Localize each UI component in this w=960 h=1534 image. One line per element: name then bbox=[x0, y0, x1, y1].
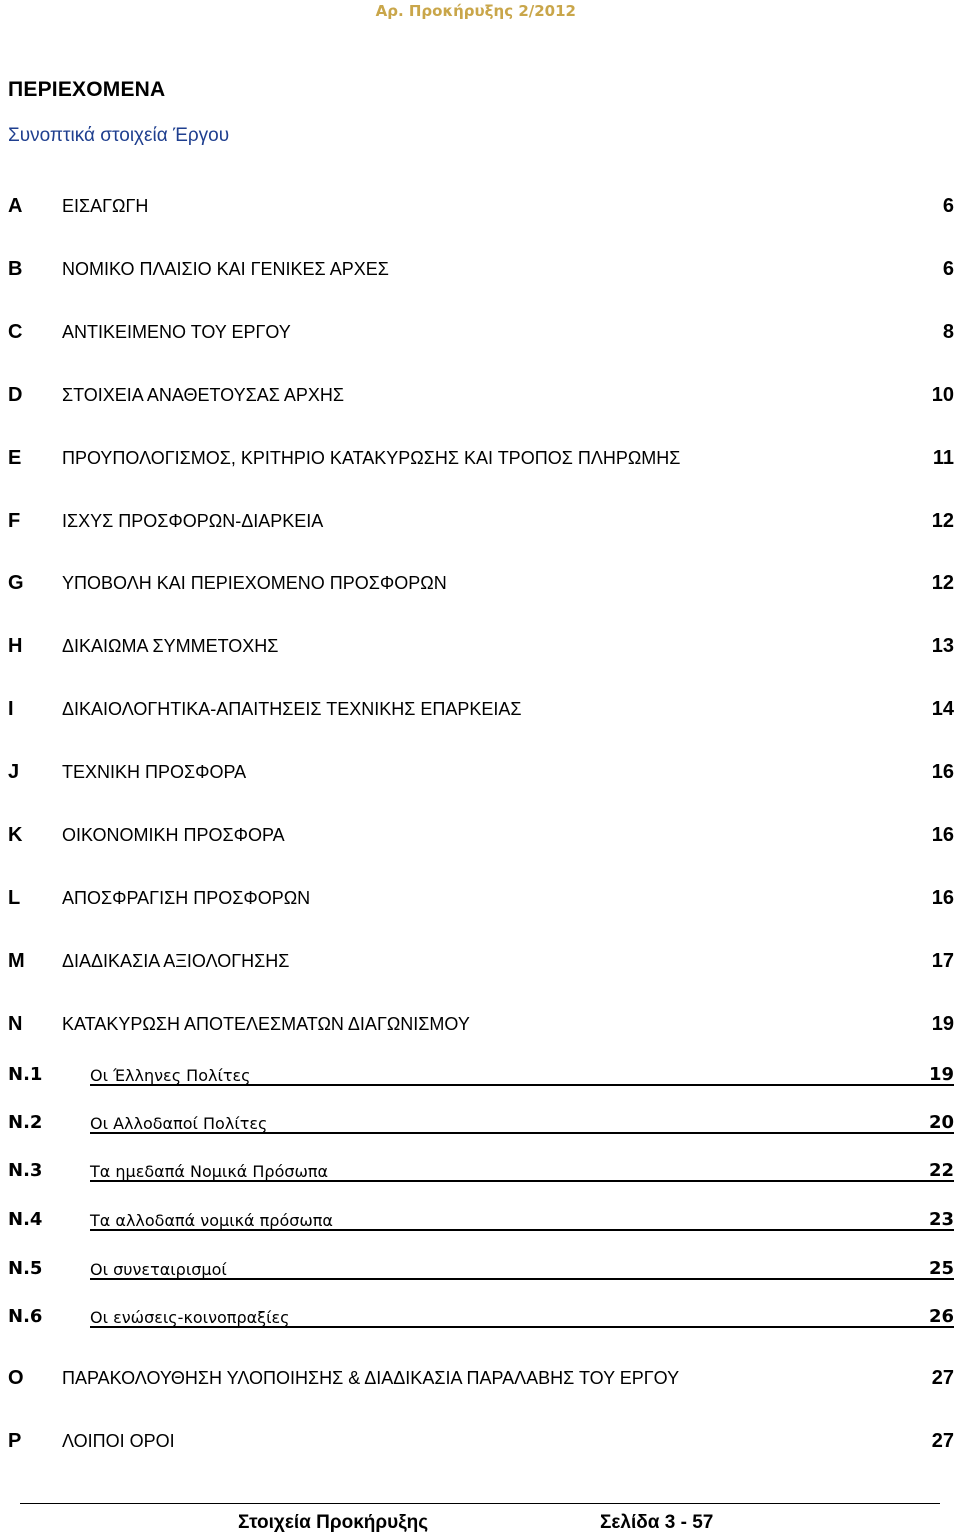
toc-entry-page: 17 bbox=[931, 950, 954, 972]
toc-entry[interactable] bbox=[8, 1367, 954, 1397]
toc-subtitle-link[interactable]: Συνοπτικά στοιχεία Έργου bbox=[8, 125, 230, 146]
toc-subentry-label: Οι ενώσεις-κοινοπραξίες bbox=[90, 1308, 290, 1327]
toc-subentry[interactable] bbox=[8, 1306, 954, 1332]
toc-subentry[interactable] bbox=[8, 1064, 954, 1090]
toc-entry-label: ΟΙΚΟΝΟΜΙΚΗ ΠΡΟΣΦΟΡΑ bbox=[62, 825, 285, 845]
toc-entry[interactable] bbox=[8, 572, 954, 602]
toc-entry-page: 27 bbox=[931, 1367, 954, 1389]
toc-subentry-label: Οι Έλληνες Πολίτες bbox=[90, 1066, 251, 1085]
toc-entry-letter: F bbox=[8, 510, 21, 532]
toc-subentry-label: Οι Αλλοδαποί Πολίτες bbox=[90, 1114, 268, 1133]
header-reference: Αρ. Προκήρυξης 2/2012 bbox=[375, 2, 576, 20]
toc-entry-label: ΑΝΤΙΚΕΙΜΕΝΟ ΤΟΥ ΕΡΓΟΥ bbox=[62, 322, 291, 342]
toc-entry-letter: K bbox=[8, 824, 23, 846]
footer-page-number: Σελίδα 3 - 57 bbox=[600, 1512, 714, 1533]
toc-entry-label: ΝΟΜΙΚΟ ΠΛΑΙΣΙΟ ΚΑΙ ΓΕΝΙΚΕΣ ΑΡΧΕΣ bbox=[62, 259, 389, 279]
toc-entry[interactable] bbox=[8, 384, 954, 414]
toc-entry-label: ΣΤΟΙΧΕΙΑ ΑΝΑΘΕΤΟΥΣΑΣ ΑΡΧΗΣ bbox=[62, 385, 344, 405]
toc-entry-label: ΑΠΟΣΦΡΑΓΙΣΗ ΠΡΟΣΦΟΡΩΝ bbox=[62, 888, 311, 908]
toc-subentry-label: Τα αλλοδαπά νομικά πρόσωπα bbox=[90, 1211, 333, 1230]
toc-entry-label: ΔΙΚΑΙΟΛΟΓΗΤΙΚΑ-ΑΠΑΙΤΗΣΕΙΣ ΤΕΧΝΙΚΗΣ ΕΠΑΡΚΕΙΑΣ bbox=[62, 699, 522, 719]
toc-subentry[interactable] bbox=[8, 1112, 954, 1138]
toc-entry-page: 10 bbox=[931, 384, 954, 406]
toc-entry-letter: L bbox=[8, 887, 21, 909]
toc-entry-page: 16 bbox=[931, 887, 954, 909]
toc-subentry[interactable] bbox=[8, 1258, 954, 1284]
toc-entry-page: 6 bbox=[942, 258, 954, 280]
toc-entry-page: 8 bbox=[942, 321, 954, 343]
toc-entry-letter: C bbox=[8, 321, 23, 343]
toc-entry-label: ΔΙΑΔΙΚΑΣΙΑ ΑΞΙΟΛΟΓΗΣΗΣ bbox=[62, 951, 290, 971]
toc-entry-page: 19 bbox=[931, 1013, 954, 1035]
toc-entry-letter: A bbox=[8, 195, 23, 217]
toc-subentry-number: N.5 bbox=[8, 1258, 43, 1279]
toc-entry-page: 14 bbox=[931, 698, 954, 720]
toc-entry-page: 16 bbox=[931, 761, 954, 783]
toc-subentry-page: 26 bbox=[928, 1306, 954, 1327]
toc-entry[interactable] bbox=[8, 824, 954, 854]
toc-entry-letter: D bbox=[8, 384, 23, 406]
toc-entry[interactable] bbox=[8, 447, 954, 477]
toc-subentry-page: 22 bbox=[928, 1160, 954, 1181]
toc-subentry-number: N.2 bbox=[8, 1112, 43, 1133]
toc-subentry-label: Οι συνεταιρισμοί bbox=[90, 1260, 227, 1279]
toc-subentry-page: 20 bbox=[928, 1112, 954, 1133]
toc-entry[interactable] bbox=[8, 635, 954, 665]
toc-subentry-number: N.3 bbox=[8, 1160, 43, 1181]
toc-entry-letter: M bbox=[8, 950, 25, 972]
toc-entry-page: 16 bbox=[931, 824, 954, 846]
toc-entry[interactable] bbox=[8, 510, 954, 540]
toc-entry-label: ΛΟΙΠΟΙ ΟΡΟΙ bbox=[62, 1431, 175, 1451]
toc-entry-letter: P bbox=[8, 1430, 22, 1452]
toc-entry[interactable] bbox=[8, 258, 954, 288]
toc-entry[interactable] bbox=[8, 950, 954, 980]
toc-entry-letter: B bbox=[8, 258, 23, 280]
toc-subentry-page: 25 bbox=[928, 1258, 954, 1279]
toc-entry-label: ΥΠΟΒΟΛΗ ΚΑΙ ΠΕΡΙΕΧΟΜΕΝΟ ΠΡΟΣΦΟΡΩΝ bbox=[62, 573, 447, 593]
toc-subentry[interactable] bbox=[8, 1209, 954, 1235]
toc-entry-page: 27 bbox=[931, 1430, 954, 1452]
toc-entry-letter: N bbox=[8, 1013, 23, 1035]
toc-entry-page: 12 bbox=[931, 510, 954, 532]
toc-entry[interactable] bbox=[8, 1430, 954, 1460]
toc-entry-letter: G bbox=[8, 572, 24, 594]
toc-subentry-number: N.4 bbox=[8, 1209, 43, 1230]
toc-entry[interactable] bbox=[8, 761, 954, 791]
toc-subentry-page: 19 bbox=[928, 1064, 954, 1085]
toc-entry-letter: E bbox=[8, 447, 22, 469]
toc-entry-letter: O bbox=[8, 1367, 24, 1389]
toc-subentry-page: 23 bbox=[928, 1209, 954, 1230]
toc-entry-letter: H bbox=[8, 635, 23, 657]
toc-entry-label: ΔΙΚΑΙΩΜΑ ΣΥΜΜΕΤΟΧΗΣ bbox=[62, 636, 279, 656]
toc-entry[interactable] bbox=[8, 698, 954, 728]
toc-entry[interactable] bbox=[8, 1013, 954, 1043]
toc-entry-page: 13 bbox=[931, 635, 954, 657]
footer-document-title: Στοιχεία Προκήρυξης bbox=[238, 1512, 429, 1533]
toc-subentry-number: N.1 bbox=[8, 1064, 43, 1085]
toc-entry-label: ΕΙΣΑΓΩΓΗ bbox=[62, 196, 149, 216]
toc-entry-page: 12 bbox=[931, 572, 954, 594]
toc-subentry[interactable] bbox=[8, 1160, 954, 1186]
toc-entry-label: ΠΡΟΥΠΟΛΟΓΙΣΜΟΣ, ΚΡΙΤΗΡΙΟ ΚΑΤΑΚΥΡΩΣΗΣ ΚΑΙ ΤΡΟΠΟΣ ΠΛΗΡΩΜΗΣ bbox=[62, 448, 681, 468]
footer-divider bbox=[20, 1503, 940, 1504]
toc-entry-letter: J bbox=[8, 761, 20, 783]
toc-entry-page: 11 bbox=[932, 447, 954, 469]
toc-entry-label: ΚΑΤΑΚΥΡΩΣΗ ΑΠΟΤΕΛΕΣΜΑΤΩΝ ΔΙΑΓΩΝΙΣΜΟΥ bbox=[62, 1014, 470, 1034]
toc-entry-page: 6 bbox=[942, 195, 954, 217]
toc-entry[interactable] bbox=[8, 195, 954, 225]
toc-entry-label: ΠΑΡΑΚΟΛΟΥΘΗΣΗ ΥΛΟΠΟΙΗΣΗΣ & ΔΙΑΔΙΚΑΣΙΑ ΠΑΡΑΛΑΒΗΣ ΤΟΥ ΕΡΓΟΥ bbox=[62, 1368, 680, 1388]
toc-entry-label: ΤΕΧΝΙΚΗ ΠΡΟΣΦΟΡΑ bbox=[62, 762, 247, 782]
toc-entry-label: ΙΣΧΥΣ ΠΡΟΣΦΟΡΩΝ-ΔΙΑΡΚΕΙΑ bbox=[62, 511, 324, 531]
toc-entry[interactable] bbox=[8, 887, 954, 917]
toc-subentry-number: N.6 bbox=[8, 1306, 43, 1327]
toc-entry-letter: I bbox=[8, 698, 14, 720]
toc-subentry-label: Τα ημεδαπά Νομικά Πρόσωπα bbox=[90, 1162, 329, 1181]
toc-title: ΠΕΡΙΕΧΟΜΕΝΑ bbox=[8, 78, 166, 101]
toc-entry[interactable] bbox=[8, 321, 954, 351]
